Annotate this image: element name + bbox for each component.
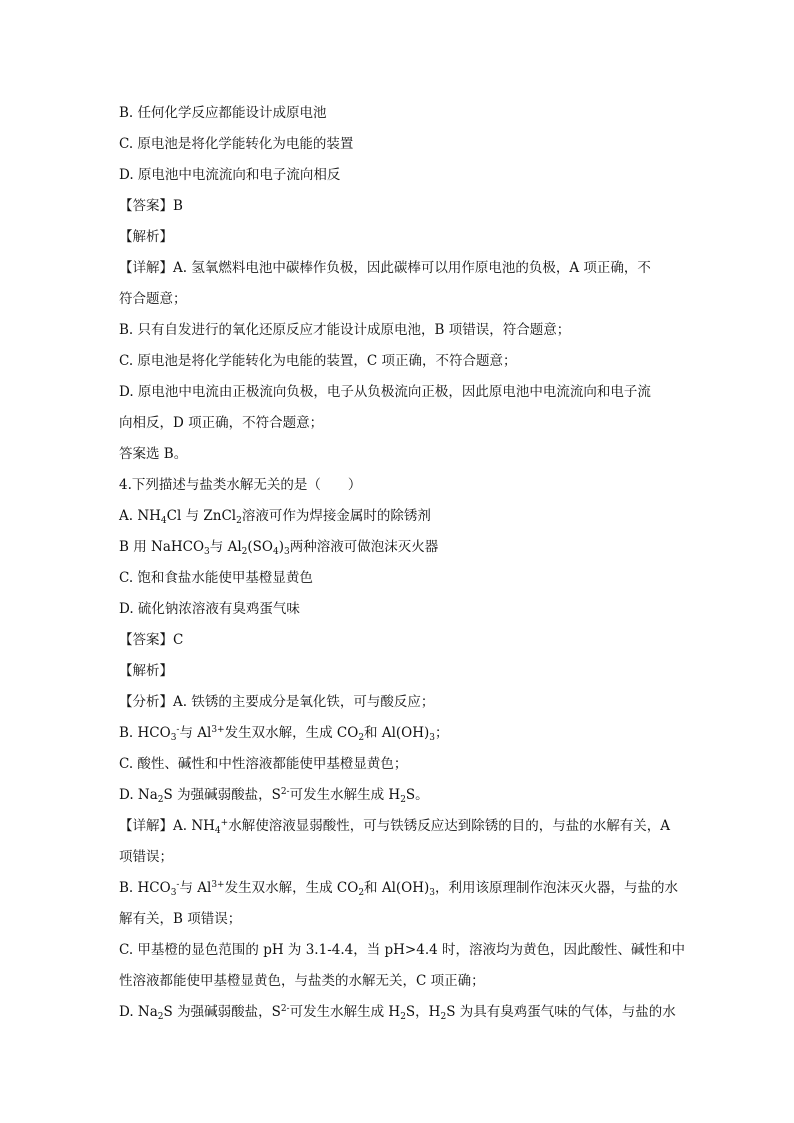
q4-detail-b: B. $HCO_3^-$与 $Al^{3+}$发生双水解，生成 $CO_2$和 $Al(OH)_3$，利用该原理制作泡沫灭火器，与盐的水 — [119, 880, 679, 898]
question-4-title: 4.下列描述与盐类水解无关的是（ ） — [119, 477, 362, 493]
detail-line-d-cont: 向相反，D 项正确，不符合题意； — [119, 415, 324, 431]
q4-detail-c: C. 甲基橙的显色范围的 pH 为 3.1-4.4，当 pH>4.4 时，溶液均为黄色，因此酸性、碱性和中 — [119, 942, 685, 958]
q4-option-b: B 用 NaHCO$_3$与 $Al_2(SO_4)_3$两种溶液可做泡沫灭火器 — [119, 539, 439, 557]
q4-detail-a-cont: 项错误； — [119, 849, 173, 865]
detail-line-c: C. 原电池是将化学能转化为电能的装置，C 项正确，不符合题意； — [119, 353, 517, 369]
detail-line-d: D. 原电池中电流由正极流向负极，电子从负极流向正极，因此原电池中电流流向和电子流 — [119, 384, 651, 400]
q4-detail-b-cont: 解有关，B 项错误； — [119, 911, 242, 927]
answer-choice: 答案选 B。 — [119, 446, 188, 462]
answer-label: 【答案】B — [119, 198, 183, 214]
q4-option-c: C. 饱和食盐水能使甲基橙显黄色 — [119, 570, 313, 586]
q4-detail-a: 【详解】A. $NH_4^+$水解使溶液显弱酸性，可与铁锈反应达到除锈的目的，与盐的水解有关，A — [119, 818, 670, 836]
detail-line-a: 【详解】A. 氢氧燃料电池中碳棒作负极，因此碳棒可以用作原电池的负极，A 项正确，不 — [119, 260, 651, 276]
option-d-text: D. 原电池中电流流向和电子流向相反 — [119, 167, 341, 183]
q4-analysis-label: 【解析】 — [119, 663, 173, 679]
q4-option-d: D. 硫化钠浓溶液有臭鸡蛋气味 — [119, 601, 300, 617]
q4-answer-label: 【答案】C — [119, 632, 184, 648]
detail-line-a-cont: 符合题意； — [119, 291, 187, 307]
q4-analysis-c: C. 酸性、碱性和中性溶液都能使甲基橙显黄色； — [119, 756, 408, 772]
analysis-label: 【解析】 — [119, 229, 173, 245]
q4-detail-c-cont: 性溶液都能使甲基橙显黄色，与盐类的水解无关，C 项正确； — [119, 973, 485, 989]
option-b-text: B. 任何化学反应都能设计成原电池 — [119, 105, 327, 121]
q4-analysis-b: B. $HCO_3^-$与 $Al^{3+}$发生双水解，生成 $CO_2$和 $Al(OH)_3$； — [119, 725, 449, 743]
detail-line-b: B. 只有自发进行的氧化还原反应才能设计成原电池，B 项错误，符合题意； — [119, 322, 571, 338]
q4-detail-d: D. $Na_2S$ 为强碱弱酸盐，$S^{2-}$可发生水解生成 $H_2S$，$H_2S$ 为具有臭鸡蛋气味的气体，与盐的水 — [119, 1004, 676, 1022]
q4-analysis-a: 【分析】A. 铁锈的主要成分是氧化铁，可与酸反应； — [119, 694, 435, 710]
q4-option-a: A. $NH_4Cl$ 与 ZnCl$_2$溶液可作为焊接金属时的除锈剂 — [119, 508, 431, 526]
q4-analysis-d: D. $Na_2S$ 为强碱弱酸盐，$S^{2-}$可发生水解生成 $H_2S$。 — [119, 787, 429, 805]
option-c-text: C. 原电池是将化学能转化为电能的装置 — [119, 136, 354, 152]
